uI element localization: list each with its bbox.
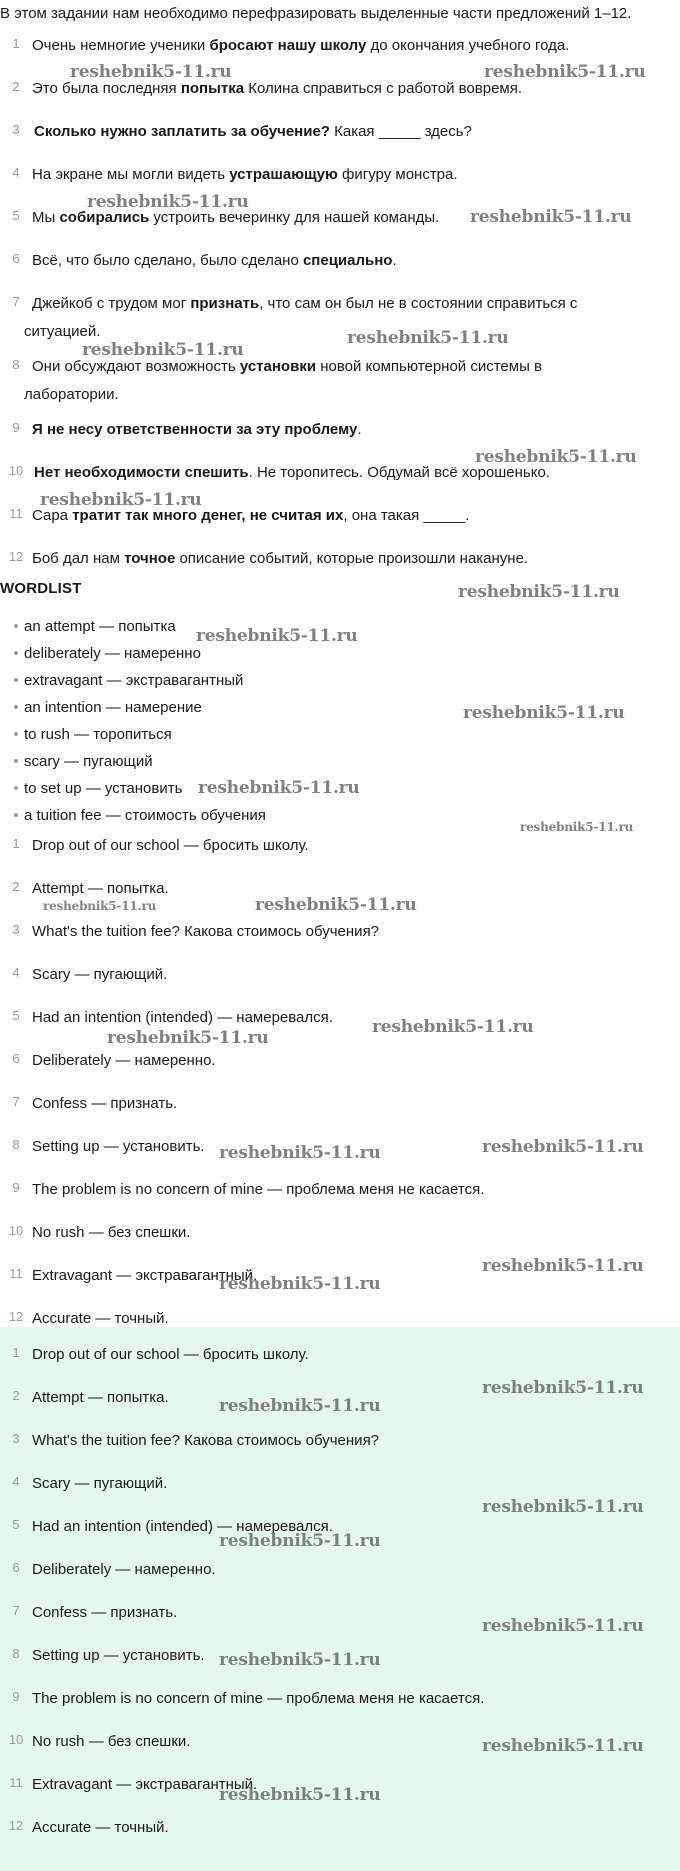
- watermark: reshebnik5-11.ru: [219, 1396, 381, 1416]
- bullet-icon: •: [13, 726, 19, 743]
- answer-text: Scary — пугающий.: [32, 966, 168, 983]
- answer-text: Attempt — попытка.: [32, 880, 169, 897]
- highlighted-phrase: установки: [239, 358, 317, 375]
- watermark: reshebnik5-11.ru: [372, 1017, 534, 1037]
- watermark: reshebnik5-11.ru: [475, 447, 637, 467]
- answer-text: What's the tuition fee? Какова стоимось обучения?: [32, 1432, 380, 1449]
- answer-text: Setting up — установить.: [32, 1647, 205, 1664]
- question-number: 12: [8, 549, 24, 564]
- answer-text: Deliberately — намеренно.: [32, 1561, 216, 1578]
- question-number: 9: [12, 420, 20, 435]
- answer-number: 9: [12, 1180, 20, 1195]
- watermark: reshebnik5-11.ru: [82, 340, 244, 360]
- answer-number: 5: [12, 1517, 20, 1532]
- answer-text: Setting up — установить.: [32, 1138, 205, 1155]
- answer-text: The problem is no concern of mine — проблема меня не касается.: [32, 1690, 485, 1707]
- answer-text: Had an intention (intended) — намеревался.: [32, 1009, 333, 1026]
- question-text: Нет необходимости спешить. Не торопитесь. Обдумай всё хорошенько.: [34, 464, 550, 481]
- question-text: Всё, что было сделано, было сделано специально.: [32, 252, 397, 269]
- wordlist-item: • an intention — намерение: [8, 694, 668, 721]
- answer-number: 4: [12, 1474, 20, 1489]
- bullet-icon: •: [13, 780, 19, 797]
- answer-number: 1: [12, 836, 20, 851]
- highlighted-phrase: бросают нашу школу: [209, 37, 367, 54]
- question-number: 8: [12, 357, 20, 372]
- watermark: reshebnik5-11.ru: [87, 192, 249, 212]
- watermark: reshebnik5-11.ru: [347, 328, 509, 348]
- wordlist-item: • deliberately — намеренно: [8, 640, 668, 667]
- answer-text: Drop out of our school — бросить школу.: [32, 837, 309, 854]
- question-number: 2: [12, 79, 20, 94]
- question-text: Джейкоб с трудом мог признать, что сам он был не в состоянии справиться с: [32, 295, 578, 312]
- watermark: reshebnik5-11.ru: [482, 1256, 644, 1276]
- question-text-line2: лаборатории.: [24, 386, 119, 403]
- watermark: reshebnik5-11.ru: [520, 820, 634, 834]
- watermark: reshebnik5-11.ru: [43, 899, 157, 913]
- highlighted-phrase: устрашающую: [229, 166, 338, 183]
- watermark: reshebnik5-11.ru: [219, 1650, 381, 1670]
- question-number: 1: [12, 36, 20, 51]
- answer-text: Confess — признать.: [32, 1604, 178, 1621]
- highlighted-phrase: Нет необходимости спешить: [34, 464, 249, 481]
- question-text: На экране мы могли видеть устрашающую фигуру монстра.: [32, 166, 458, 183]
- question-number: 11: [9, 506, 23, 521]
- watermark: reshebnik5-11.ru: [463, 703, 625, 723]
- answer-number: 6: [12, 1051, 20, 1066]
- answer-number: 7: [12, 1094, 20, 1109]
- highlighted-phrase: специально: [302, 252, 393, 269]
- answer-text: Accurate — точный.: [32, 1310, 169, 1327]
- answer-number: 8: [12, 1137, 20, 1152]
- answer-text: What's the tuition fee? Какова стоимось обучения?: [32, 923, 380, 940]
- answer-number: 1: [12, 1345, 20, 1360]
- answer-number: 6: [12, 1560, 20, 1575]
- answer-number: 11: [9, 1266, 23, 1281]
- watermark: reshebnik5-11.ru: [482, 1497, 644, 1517]
- answer-text: Accurate — точный.: [32, 1819, 169, 1836]
- question-text: Сколько нужно заплатить за обучение? Какая _____ здесь?: [34, 123, 472, 140]
- wordlist-heading: WORDLIST: [0, 580, 82, 597]
- wordlist-item: • scary — пугающий: [8, 748, 668, 775]
- answer-number: 4: [12, 965, 20, 980]
- watermark: reshebnik5-11.ru: [70, 62, 232, 82]
- bullet-icon: •: [13, 618, 19, 635]
- watermark: reshebnik5-11.ru: [219, 1531, 381, 1551]
- watermark: reshebnik5-11.ru: [107, 1028, 269, 1048]
- wordlist-item: • an attempt — попытка: [8, 613, 668, 640]
- wordlist-item: • a tuition fee — стоимость обучения: [8, 802, 668, 829]
- watermark: reshebnik5-11.ru: [255, 895, 417, 915]
- question-text: Они обсуждают возможность установки новой компьютерной системы в: [32, 358, 542, 375]
- highlighted-phrase: попытка: [180, 80, 245, 97]
- bullet-icon: •: [13, 672, 19, 689]
- answer-text: Extravagant — экстравагантный.: [32, 1776, 258, 1793]
- highlighted-phrase: собирались: [59, 209, 150, 226]
- question-text: Очень немногие ученики бросают нашу школу до окончания учебного года.: [32, 37, 570, 54]
- answer-text: Confess — признать.: [32, 1095, 178, 1112]
- bullet-icon: •: [13, 807, 19, 824]
- question-text: Сара тратит так много денег, не считая их, она такая _____.: [32, 507, 470, 524]
- question-number: 4: [12, 165, 20, 180]
- watermark: reshebnik5-11.ru: [219, 1785, 381, 1805]
- watermark: reshebnik5-11.ru: [470, 207, 632, 227]
- watermark: reshebnik5-11.ru: [219, 1143, 381, 1163]
- question-text-line2: ситуацией.: [24, 323, 101, 340]
- answer-text: No rush — без спешки.: [32, 1224, 191, 1241]
- bullet-icon: •: [13, 753, 19, 770]
- answer-number: 3: [12, 1431, 20, 1446]
- bullet-icon: •: [13, 699, 19, 716]
- answer-number: 9: [12, 1689, 20, 1704]
- answer-number: 5: [12, 1008, 20, 1023]
- highlighted-phrase: Я не несу ответственности за эту проблему: [32, 421, 358, 438]
- answer-number: 8: [12, 1646, 20, 1661]
- task-intro: В этом задании нам необходимо перефразировать выделенные части предложений 1–12.: [0, 5, 632, 22]
- answer-text: Extravagant — экстравагантный.: [32, 1267, 258, 1284]
- answer-number: 10: [8, 1732, 24, 1747]
- watermark: reshebnik5-11.ru: [40, 490, 202, 510]
- answer-number: 2: [12, 879, 20, 894]
- answer-number: 7: [12, 1603, 20, 1618]
- question-number: 3: [12, 122, 20, 137]
- wordlist-item: • to rush — торопиться: [8, 721, 668, 748]
- watermark: reshebnik5-11.ru: [484, 62, 646, 82]
- question-number: 7: [12, 294, 20, 309]
- watermark: reshebnik5-11.ru: [196, 626, 358, 646]
- wordlist-item: • to set up — установить: [8, 775, 668, 802]
- highlighted-phrase: признать: [190, 295, 260, 312]
- answer-number: 12: [8, 1818, 24, 1833]
- answer-text: No rush — без спешки.: [32, 1733, 191, 1750]
- answer-text: Scary — пугающий.: [32, 1475, 168, 1492]
- question-text: Это была последняя попытка Колина справиться с работой вовремя.: [32, 80, 523, 97]
- watermark: reshebnik5-11.ru: [458, 582, 620, 602]
- question-text: Мы собирались устроить вечеринку для нашей команды.: [32, 209, 440, 226]
- answer-number: 2: [12, 1388, 20, 1403]
- watermark: reshebnik5-11.ru: [482, 1616, 644, 1636]
- watermark: reshebnik5-11.ru: [482, 1137, 644, 1157]
- highlighted-phrase: точное: [124, 550, 176, 567]
- answer-text: Deliberately — намеренно.: [32, 1052, 216, 1069]
- watermark: reshebnik5-11.ru: [219, 1274, 381, 1294]
- wordlist-item: • extravagant — экстравагантный: [8, 667, 668, 694]
- question-number: 6: [12, 251, 20, 266]
- watermark: reshebnik5-11.ru: [482, 1736, 644, 1756]
- bullet-icon: •: [13, 645, 19, 662]
- highlighted-phrase: тратит так много денег, не считая их: [72, 507, 344, 524]
- question-number: 10: [8, 463, 24, 478]
- watermark: reshebnik5-11.ru: [198, 778, 360, 798]
- answer-number: 10: [8, 1223, 24, 1238]
- answer-number: 11: [9, 1775, 23, 1790]
- watermark: reshebnik5-11.ru: [482, 1378, 644, 1398]
- answer-text: The problem is no concern of mine — проблема меня не касается.: [32, 1181, 485, 1198]
- answer-number: 3: [12, 922, 20, 937]
- answer-text: Had an intention (intended) — намеревался.: [32, 1518, 333, 1535]
- question-text: Я не несу ответственности за эту проблему.: [32, 421, 362, 438]
- answer-text: Attempt — попытка.: [32, 1389, 169, 1406]
- answer-number: 12: [8, 1309, 24, 1324]
- highlighted-phrase: Сколько нужно заплатить за обучение?: [34, 123, 330, 140]
- question-text: Боб дал нам точное описание событий, которые произошли накануне.: [32, 550, 529, 567]
- question-number: 5: [12, 208, 20, 223]
- answer-text: Drop out of our school — бросить школу.: [32, 1346, 309, 1363]
